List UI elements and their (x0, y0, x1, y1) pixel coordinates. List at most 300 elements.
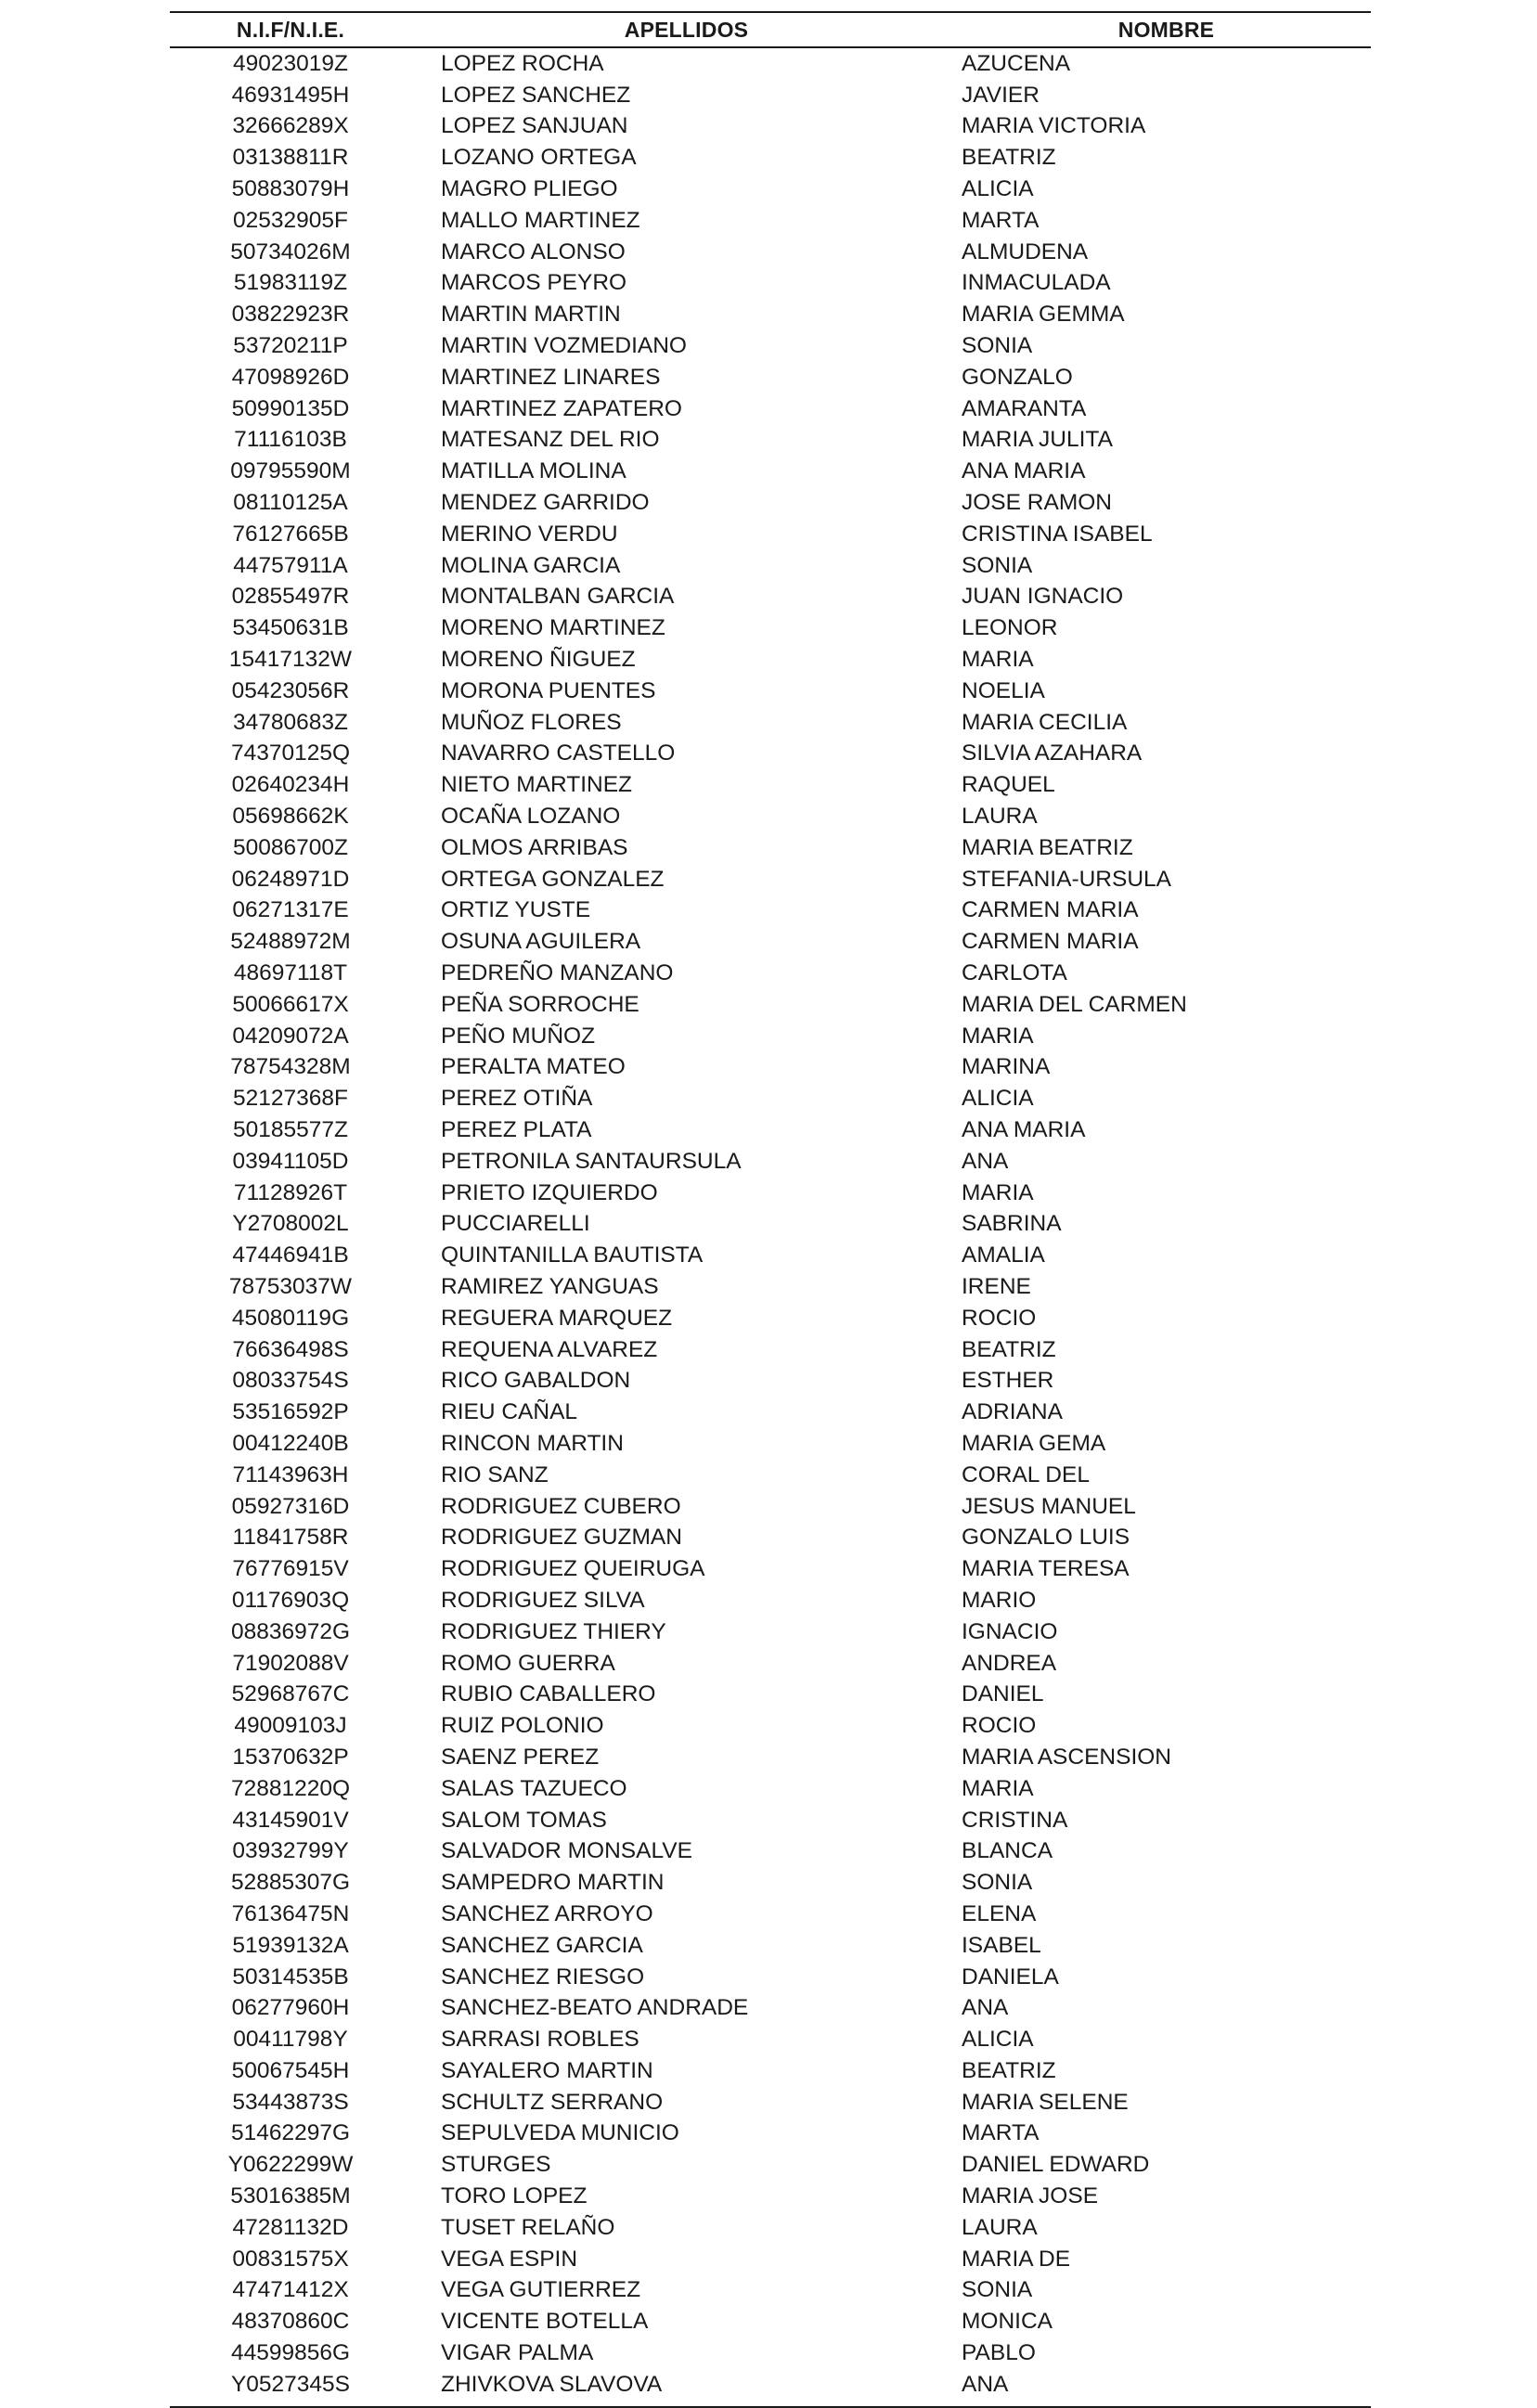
table-row (170, 519, 1371, 550)
cell-nif: 53720211P (233, 333, 348, 359)
table-row (170, 2149, 1371, 2181)
cell-apellidos: ORTIZ YUSTE (441, 897, 591, 923)
table-row (170, 2275, 1371, 2307)
cell-nif: 47446941B (232, 1243, 349, 1268)
table-row (170, 676, 1371, 707)
cell-nif: 51983119Z (233, 270, 348, 296)
table-row (170, 2212, 1371, 2244)
table-row (170, 926, 1371, 958)
cell-nif: 49009103J (234, 1713, 347, 1739)
cell-nif: 50314535B (232, 1964, 349, 1989)
cell-apellidos: ROMO GUERRA (441, 1650, 615, 1676)
cell-apellidos: RODRIGUEZ THIERY (441, 1618, 666, 1644)
table-row (170, 1146, 1371, 1178)
cell-nombre: IRENE (962, 1273, 1031, 1299)
cell-nombre: MARIA SELENE (962, 2089, 1129, 2115)
cell-apellidos: SALVADOR MONSALVE (441, 1838, 692, 1864)
table-row (170, 362, 1371, 393)
cell-nombre: CARMEN MARIA (962, 897, 1139, 923)
table-row (170, 1710, 1371, 1742)
cell-nif: 76127665B (232, 521, 349, 547)
table-row (170, 989, 1371, 1021)
table-row (170, 2244, 1371, 2275)
table-row (170, 958, 1371, 989)
cell-apellidos: MAGRO PLIEGO (441, 176, 618, 202)
cell-apellidos: MARTINEZ ZAPATERO (441, 395, 682, 421)
table-row (170, 1616, 1371, 1648)
cell-nif: 53443873S (232, 2089, 349, 2115)
cell-apellidos: SALAS TAZUECO (441, 1775, 627, 1801)
cell-apellidos: RICO GABALDON (441, 1368, 631, 1394)
cell-nif: 47281132D (232, 2214, 349, 2240)
cell-nombre: GONZALO (962, 364, 1073, 390)
cell-nombre: INMACULADA (962, 270, 1111, 296)
cell-nif: 06271317E (232, 897, 349, 923)
cell-apellidos: SANCHEZ GARCIA (441, 1932, 643, 1958)
cell-apellidos: MERINO VERDU (441, 521, 618, 547)
cell-apellidos: QUINTANILLA BAUTISTA (441, 1243, 704, 1268)
table-row (170, 299, 1371, 330)
table-row (170, 801, 1371, 832)
cell-apellidos: PEÑO MUÑOZ (441, 1023, 596, 1049)
cell-nif: 50883079H (231, 176, 350, 202)
cell-nif: 46931495H (231, 82, 350, 108)
table-row (170, 1992, 1371, 2024)
table-row (170, 895, 1371, 927)
cell-apellidos: RODRIGUEZ SILVA (441, 1587, 645, 1613)
table-row (170, 1178, 1371, 1209)
cell-nombre: MARINA (962, 1054, 1051, 1080)
cell-nif: 71128926T (233, 1179, 348, 1205)
cell-apellidos: PEÑA SORROCHE (441, 991, 639, 1017)
cell-nombre: ANA MARIA (962, 458, 1086, 484)
cell-nif: Y0527345S (230, 2371, 351, 2397)
header-nif: N.I.F/N.I.E. (236, 17, 345, 42)
cell-nif: 03822923R (231, 302, 350, 328)
cell-nif: 71902088V (232, 1650, 349, 1676)
cell-nif: 49023019Z (233, 50, 348, 76)
table-row (170, 1867, 1371, 1899)
cell-nombre: ANDREA (962, 1650, 1057, 1676)
cell-apellidos: RUIZ POLONIO (441, 1713, 604, 1739)
cell-nif: 76636498S (232, 1336, 349, 1362)
cell-apellidos: VEGA GUTIERREZ (441, 2277, 641, 2303)
cell-nif: 03138811R (232, 145, 349, 171)
cell-nombre: MONICA (962, 2309, 1053, 2335)
cell-nombre: AMARANTA (962, 395, 1087, 421)
table-row (170, 1208, 1371, 1240)
table-row (170, 1114, 1371, 1146)
cell-apellidos: RIEU CAÑAL (441, 1399, 578, 1425)
cell-apellidos: OSUNA AGUILERA (441, 929, 641, 955)
table-row (170, 1365, 1371, 1397)
cell-nombre: MARIA (962, 1023, 1034, 1049)
table-row (170, 1899, 1371, 1930)
cell-nif: 53450631B (232, 615, 349, 641)
table-row (170, 330, 1371, 362)
cell-nif: 15370632P (232, 1744, 349, 1770)
cell-nif: 11841758R (232, 1525, 349, 1551)
cell-nombre: ALMUDENA (962, 238, 1089, 264)
table-row (170, 48, 1371, 80)
cell-apellidos: MARTINEZ LINARES (441, 364, 661, 390)
cell-nombre: MARIA GEMMA (962, 302, 1125, 328)
cell-nombre: BEATRIZ (962, 145, 1056, 171)
cell-nif: 50067545H (231, 2057, 350, 2083)
table-row (170, 1491, 1371, 1523)
cell-apellidos: SAYALERO MARTIN (441, 2057, 653, 2083)
table-row (170, 456, 1371, 487)
cell-nombre: SONIA (962, 1870, 1033, 1896)
cell-nombre: JOSE RAMON (962, 490, 1112, 516)
cell-nif: 00412240B (232, 1430, 349, 1456)
cell-apellidos: SALOM TOMAS (441, 1807, 607, 1833)
cell-apellidos: RODRIGUEZ CUBERO (441, 1493, 681, 1519)
cell-apellidos: MORONA PUENTES (441, 677, 656, 703)
cell-nif: 50086700Z (233, 834, 348, 860)
table-row (170, 612, 1371, 644)
cell-nombre: ROCIO (962, 1305, 1037, 1331)
cell-nombre: NOELIA (962, 677, 1045, 703)
table-row (170, 487, 1371, 519)
cell-nif: 51462297G (230, 2120, 351, 2146)
cell-nombre: MARTA (962, 207, 1040, 233)
table-row (170, 1428, 1371, 1460)
table-row (170, 237, 1371, 268)
table-row (170, 1240, 1371, 1271)
cell-nif: 08033754S (232, 1368, 349, 1394)
cell-nombre: GONZALO LUIS (962, 1525, 1130, 1551)
cell-apellidos: SAMPEDRO MARTIN (441, 1870, 665, 1896)
cell-apellidos: MUÑOZ FLORES (441, 709, 622, 735)
cell-nombre: JESUS MANUEL (962, 1493, 1136, 1519)
cell-nif: 03932799Y (232, 1838, 349, 1864)
table-header (170, 13, 1371, 46)
cell-nombre: CORAL DEL (962, 1462, 1090, 1487)
cell-nif: 51939132A (232, 1932, 349, 1958)
cell-apellidos: MORENO ÑIGUEZ (441, 647, 636, 673)
table-row (170, 1052, 1371, 1084)
cell-nif: 44599856G (230, 2340, 351, 2366)
table-row (170, 111, 1371, 143)
cell-nombre: AMALIA (962, 1243, 1045, 1268)
table-row (170, 550, 1371, 582)
table-row (170, 1648, 1371, 1680)
cell-apellidos: PEREZ OTIÑA (441, 1086, 593, 1112)
cell-nombre: ISABEL (962, 1932, 1041, 1958)
cell-nif: 50990135D (231, 395, 350, 421)
cell-nif: 53516592P (232, 1399, 349, 1425)
cell-nombre: ROCIO (962, 1713, 1037, 1739)
cell-nombre: ANA MARIA (962, 1116, 1086, 1142)
cell-nombre: JUAN IGNACIO (962, 584, 1124, 610)
cell-nif: 02855497R (231, 584, 350, 610)
cell-apellidos: PETRONILA SANTAURSULA (441, 1148, 742, 1174)
cell-apellidos: STURGES (441, 2152, 551, 2178)
table-row (170, 1930, 1371, 1962)
cell-apellidos: MATESANZ DEL RIO (441, 427, 660, 453)
cell-apellidos: SAENZ PEREZ (441, 1744, 600, 1770)
table-row (170, 2306, 1371, 2337)
cell-apellidos: REGUERA MARQUEZ (441, 1305, 673, 1331)
cell-nombre: ANA (962, 1148, 1009, 1174)
table-row (170, 1334, 1371, 1366)
cell-apellidos: ORTEGA GONZALEZ (441, 866, 665, 892)
cell-nif: 06277960H (231, 1995, 350, 2021)
cell-nombre: DANIELA (962, 1964, 1059, 1989)
cell-nombre: DANIEL EDWARD (962, 2152, 1150, 2178)
cell-apellidos: MONTALBAN GARCIA (441, 584, 675, 610)
cell-apellidos: MARTIN VOZMEDIANO (441, 333, 687, 359)
cell-nif: 02532905F (233, 207, 348, 233)
cell-apellidos: RODRIGUEZ QUEIRUGA (441, 1556, 705, 1582)
cell-apellidos: RINCON MARTIN (441, 1430, 624, 1456)
table-row (170, 1585, 1371, 1616)
cell-nif: 71116103B (234, 427, 347, 453)
table-row (170, 1397, 1371, 1428)
document-table (170, 11, 1371, 2408)
cell-nif: 72881220Q (230, 1775, 351, 1801)
cell-nombre: SONIA (962, 2277, 1033, 2303)
table-row (170, 425, 1371, 457)
cell-nombre: MARIA (962, 1775, 1034, 1801)
cell-nif: 44757911A (233, 552, 348, 578)
table-row (170, 832, 1371, 864)
cell-apellidos: TORO LOPEZ (441, 2183, 588, 2209)
table-row (170, 1021, 1371, 1052)
cell-nombre: SONIA (962, 552, 1033, 578)
table-row (170, 1303, 1371, 1334)
cell-nif: 52127368F (233, 1086, 348, 1112)
cell-apellidos: RIO SANZ (441, 1462, 549, 1487)
cell-apellidos: MALLO MARTINEZ (441, 207, 640, 233)
cell-nombre: LAURA (962, 804, 1038, 830)
table-row (170, 1962, 1371, 1993)
cell-apellidos: SEPULVEDA MUNICIO (441, 2120, 679, 2146)
cell-nombre: CRISTINA (962, 1807, 1068, 1833)
table-row (170, 769, 1371, 801)
cell-apellidos: RODRIGUEZ GUZMAN (441, 1525, 682, 1551)
cell-nif: 78754328M (230, 1054, 351, 1080)
cell-nombre: MARIA DEL CARMEN (962, 991, 1187, 1017)
cell-nombre: SABRINA (962, 1211, 1062, 1237)
cell-nombre: IGNACIO (962, 1618, 1058, 1644)
table-row (170, 1773, 1371, 1805)
cell-nombre: MARIO (962, 1587, 1037, 1613)
cell-nif: 05698662K (232, 804, 349, 830)
cell-nif: 43145901V (232, 1807, 349, 1833)
table-row (170, 644, 1371, 676)
table-row (170, 205, 1371, 237)
cell-apellidos: PEREZ PLATA (441, 1116, 592, 1142)
cell-apellidos: LOPEZ SANCHEZ (441, 82, 631, 108)
table-body (170, 48, 1371, 2401)
cell-nombre: MARIA ASCENSION (962, 1744, 1172, 1770)
table-row (170, 1679, 1371, 1710)
table-row (170, 174, 1371, 205)
table-row (170, 2087, 1371, 2118)
cell-nif: 02640234H (231, 772, 350, 798)
cell-apellidos: ZHIVKOVA SLAVOVA (441, 2371, 663, 2397)
cell-apellidos: REQUENA ALVAREZ (441, 1336, 658, 1362)
cell-nif: 47471412X (232, 2277, 349, 2303)
cell-nombre: ELENA (962, 1900, 1037, 1926)
cell-apellidos: TUSET RELAÑO (441, 2214, 615, 2240)
cell-nif: 52488972M (230, 929, 351, 955)
cell-apellidos: VIGAR PALMA (441, 2340, 594, 2366)
cell-nif: 50734026M (230, 238, 351, 264)
cell-nif: 32666289X (232, 113, 349, 139)
table-row (170, 707, 1371, 739)
table-row (170, 1805, 1371, 1836)
cell-nombre: BLANCA (962, 1838, 1053, 1864)
cell-nif: 52968767C (231, 1681, 350, 1707)
cell-apellidos: MARCOS PEYRO (441, 270, 627, 296)
cell-apellidos: MOLINA GARCIA (441, 552, 621, 578)
table-row (170, 268, 1371, 300)
cell-nif: 00411798Y (233, 2027, 348, 2053)
cell-nombre: ANA (962, 2371, 1009, 2397)
cell-nombre: LEONOR (962, 615, 1058, 641)
cell-nombre: MARIA VICTORIA (962, 113, 1146, 139)
cell-nombre: STEFANIA-URSULA (962, 866, 1171, 892)
cell-apellidos: OLMOS ARRIBAS (441, 834, 628, 860)
cell-nif: 48370860C (231, 2309, 350, 2335)
cell-nombre: ALICIA (962, 176, 1034, 202)
table-row (170, 2369, 1371, 2401)
cell-nif: 50185577Z (233, 1116, 348, 1142)
cell-nif: 52885307G (230, 1870, 351, 1896)
table-row (170, 2055, 1371, 2087)
table-row (170, 582, 1371, 613)
cell-apellidos: NAVARRO CASTELLO (441, 740, 676, 766)
table-row (170, 1835, 1371, 1867)
cell-nombre: ANA (962, 1995, 1009, 2021)
cell-nif: 50066617X (232, 991, 349, 1017)
cell-nombre: DANIEL (962, 1681, 1044, 1707)
cell-apellidos: PERALTA MATEO (441, 1054, 626, 1080)
table-row (170, 80, 1371, 111)
cell-nombre: PABLO (962, 2340, 1036, 2366)
cell-apellidos: NIETO MARTINEZ (441, 772, 633, 798)
cell-apellidos: RAMIREZ YANGUAS (441, 1273, 659, 1299)
cell-nombre: MARIA GEMA (962, 1430, 1106, 1456)
cell-nif: 45080119G (231, 1305, 350, 1331)
cell-apellidos: MARCO ALONSO (441, 238, 626, 264)
table-row (170, 1271, 1371, 1303)
cell-nif: Y2708002L (232, 1211, 349, 1237)
cell-nif: 09795590M (230, 458, 351, 484)
cell-nif: 04209072A (232, 1023, 349, 1049)
cell-nif: 48697118T (233, 960, 348, 985)
table-row (170, 864, 1371, 895)
cell-nombre: MARIA (962, 647, 1034, 673)
cell-nif: 15417132W (228, 647, 353, 673)
cell-nombre: JAVIER (962, 82, 1040, 108)
cell-apellidos: PRIETO IZQUIERDO (441, 1179, 658, 1205)
table-row (170, 2337, 1371, 2369)
cell-apellidos: VICENTE BOTELLA (441, 2309, 649, 2335)
cell-apellidos: SANCHEZ-BEATO ANDRADE (441, 1995, 749, 2021)
cell-apellidos: LOPEZ ROCHA (441, 50, 604, 76)
cell-apellidos: LOPEZ SANJUAN (441, 113, 628, 139)
cell-nif: 06248971D (231, 866, 350, 892)
cell-apellidos: LOZANO ORTEGA (441, 145, 637, 171)
cell-nombre: BEATRIZ (962, 2057, 1056, 2083)
cell-nombre: SONIA (962, 333, 1033, 359)
cell-nif: 47098926D (231, 364, 350, 390)
cell-nif: 34780683Z (233, 709, 348, 735)
cell-nombre: ESTHER (962, 1368, 1054, 1394)
bottom-rule (170, 2406, 1371, 2408)
cell-nombre: MARIA CECILIA (962, 709, 1128, 735)
cell-nif: 08836972G (230, 1618, 351, 1644)
cell-apellidos: PEDREÑO MANZANO (441, 960, 674, 985)
table-row (170, 393, 1371, 425)
cell-nombre: MARIA TERESA (962, 1556, 1130, 1582)
cell-nombre: CARMEN MARIA (962, 929, 1139, 955)
cell-apellidos: VEGA ESPIN (441, 2246, 578, 2272)
cell-nombre: CARLOTA (962, 960, 1067, 985)
cell-nif: 01176903Q (231, 1587, 350, 1613)
table-row (170, 142, 1371, 174)
cell-nombre: AZUCENA (962, 50, 1071, 76)
cell-nif: 76136475N (231, 1900, 350, 1926)
cell-nif: 05423056R (231, 677, 350, 703)
cell-nombre: RAQUEL (962, 772, 1055, 798)
table-row (170, 1460, 1371, 1491)
cell-apellidos: MENDEZ GARRIDO (441, 490, 650, 516)
cell-apellidos: OCAÑA LOZANO (441, 804, 621, 830)
cell-nombre: SILVIA AZAHARA (962, 740, 1143, 766)
cell-apellidos: PUCCIARELLI (441, 1211, 590, 1237)
cell-nif: 76776915V (232, 1556, 349, 1582)
cell-nombre: MARIA DE (962, 2246, 1071, 2272)
table-row (170, 1522, 1371, 1553)
table-row (170, 2118, 1371, 2150)
cell-apellidos: MATILLA MOLINA (441, 458, 626, 484)
cell-nif: 71143963H (232, 1462, 349, 1487)
cell-nif: 74370125Q (230, 740, 351, 766)
cell-nombre: ADRIANA (962, 1399, 1063, 1425)
cell-nombre: ALICIA (962, 1086, 1034, 1112)
cell-apellidos: SARRASI ROBLES (441, 2027, 639, 2053)
cell-nombre: MARIA (962, 1179, 1034, 1205)
cell-nif: 05927316D (231, 1493, 350, 1519)
cell-apellidos: SCHULTZ SERRANO (441, 2089, 664, 2115)
table-row (170, 2024, 1371, 2055)
cell-apellidos: SANCHEZ ARROYO (441, 1900, 653, 1926)
table-row (170, 739, 1371, 770)
cell-nombre: MARIA BEATRIZ (962, 834, 1133, 860)
cell-nif: 08110125A (233, 490, 348, 516)
cell-nombre: LAURA (962, 2214, 1038, 2240)
table-row (170, 1553, 1371, 1585)
cell-apellidos: MORENO MARTINEZ (441, 615, 665, 641)
table-row (170, 2181, 1371, 2212)
cell-nombre: CRISTINA ISABEL (962, 521, 1153, 547)
header-apellidos: APELLIDOS (624, 17, 749, 42)
table-row (170, 1083, 1371, 1114)
cell-nombre: ALICIA (962, 2027, 1034, 2053)
cell-nif: 03941105D (232, 1148, 349, 1174)
cell-nombre: BEATRIZ (962, 1336, 1056, 1362)
cell-apellidos: SANCHEZ RIESGO (441, 1964, 645, 1989)
cell-nif: 00831575X (232, 2246, 349, 2272)
cell-nif: 78753037W (228, 1273, 353, 1299)
cell-apellidos: RUBIO CABALLERO (441, 1681, 656, 1707)
cell-nif: 53016385M (230, 2183, 351, 2209)
